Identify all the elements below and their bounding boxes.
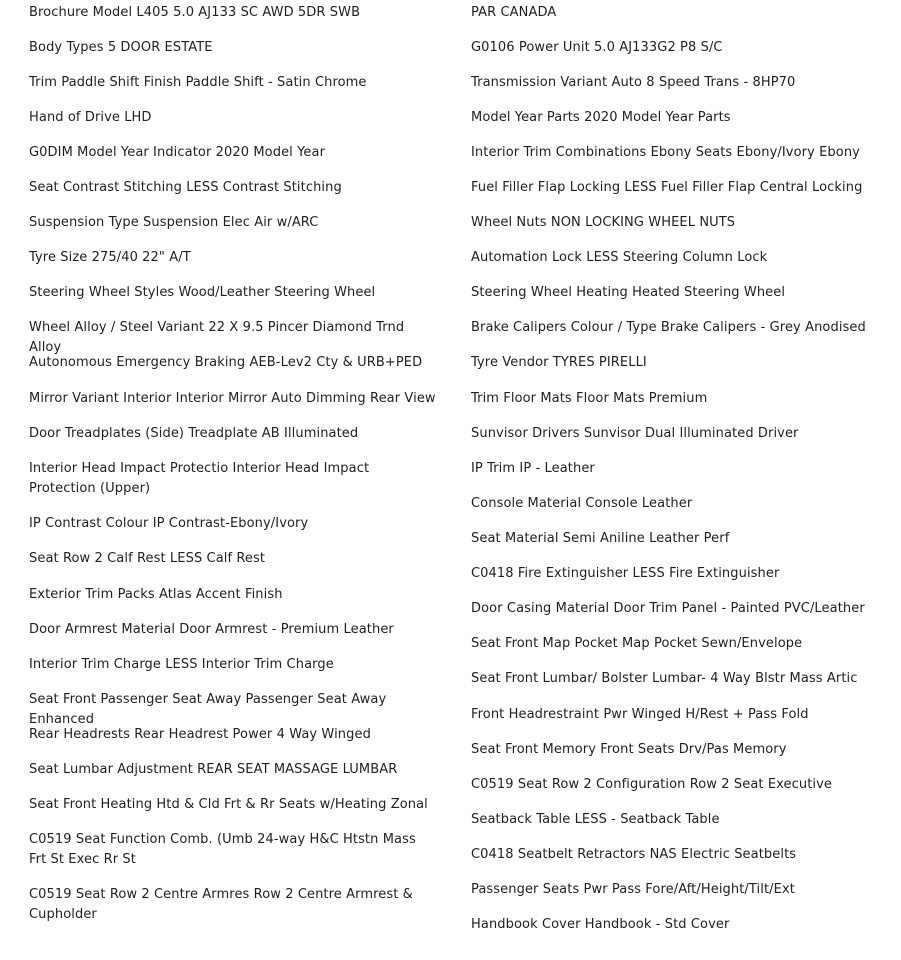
spec-list-item — [29, 37, 437, 58]
spec-list-item — [29, 212, 437, 233]
spec-item-text: Sunvisor Drivers Sunvisor Dual Illuminated Driver — [471, 426, 799, 441]
spec-list-item — [29, 282, 437, 303]
spec-list-item — [29, 352, 437, 373]
spec-item-text: Steering Wheel Styles Wood/Leather Steering Wheel — [29, 285, 376, 300]
spec-item-text: Handbook Cover Handbook - Std Cover — [471, 917, 730, 932]
spec-item-text: C0519 Seat Function Comb. (Umb 24-way H&C Htstn Mass Frt St Exec Rr St — [29, 832, 416, 867]
spec-item-text: Console Material Console Leather — [471, 496, 693, 511]
spec-item-text: PAR CANADA — [471, 5, 557, 20]
spec-list-item — [471, 247, 891, 268]
spec-list-item — [471, 739, 891, 760]
spec-list-item — [471, 142, 891, 163]
spec-list-item — [29, 794, 437, 815]
spec-list-item — [29, 829, 437, 870]
spec-list-item — [29, 584, 437, 605]
spec-item-text: Seat Row 2 Calf Rest LESS Calf Rest — [29, 551, 266, 566]
spec-list-item — [29, 107, 437, 128]
spec-item-text: Seatback Table LESS - Seatback Table — [471, 812, 720, 827]
spec-item-text: Front Headrestraint Pwr Winged H/Rest + Pass Fold — [471, 707, 809, 722]
spec-item-text: Door Armrest Material Door Armrest - Premium Leather — [29, 622, 394, 637]
spec-list-item — [471, 668, 891, 689]
spec-list-item — [471, 774, 891, 795]
spec-list-item — [471, 914, 891, 935]
spec-item-text: Interior Trim Charge LESS Interior Trim Charge — [29, 657, 334, 672]
spec-list-item — [29, 177, 437, 198]
spec-item-text: C0418 Seatbelt Retractors NAS Electric Seatbelts — [471, 847, 797, 862]
spec-item-text: Seat Contrast Stitching LESS Contrast Stitching — [29, 180, 342, 195]
spec-item-text: C0519 Seat Row 2 Configuration Row 2 Seat Executive — [471, 777, 833, 792]
spec-list-item — [471, 317, 891, 338]
spec-list-item — [471, 72, 891, 93]
spec-list-item — [471, 528, 891, 549]
spec-item-text: Seat Front Passenger Seat Away Passenger Seat Away Enhanced — [29, 692, 387, 727]
spec-item-text: Brochure Model L405 5.0 AJ133 SC AWD 5DR SWB — [29, 5, 361, 20]
spec-item-text: Seat Front Heating Htd & Cld Frt & Rr Seats w/Heating Zonal — [29, 797, 428, 812]
spec-item-text: Seat Material Semi Aniline Leather Perf — [471, 531, 730, 546]
spec-list-item — [471, 37, 891, 58]
spec-item-text: Interior Head Impact Protectio Interior Head Impact Protection (Upper) — [29, 461, 370, 496]
spec-list-item — [471, 107, 891, 128]
spec-item-text: Model Year Parts 2020 Model Year Parts — [471, 110, 731, 125]
spec-list-item — [471, 423, 891, 444]
spec-item-text: Trim Paddle Shift Finish Paddle Shift - Satin Chrome — [29, 75, 367, 90]
spec-list-item — [29, 72, 437, 93]
spec-list-item — [471, 493, 891, 514]
spec-list-item — [471, 633, 891, 654]
spec-item-text: Interior Trim Combinations Ebony Seats Ebony/Ivory Ebony — [471, 145, 860, 160]
spec-list-item — [29, 142, 437, 163]
spec-item-text: G0DIM Model Year Indicator 2020 Model Year — [29, 145, 326, 160]
spec-list-item — [29, 724, 437, 745]
spec-item-text: IP Contrast Colour IP Contrast-Ebony/Ivory — [29, 516, 309, 531]
spec-list-item — [471, 458, 891, 479]
spec-item-text: Rear Headrests Rear Headrest Power 4 Way Winged — [29, 727, 371, 742]
spec-item-text: G0106 Power Unit 5.0 AJ133G2 P8 S/C — [471, 40, 723, 55]
spec-list-item — [29, 458, 437, 499]
spec-list-item — [29, 759, 437, 780]
spec-list-item — [471, 388, 891, 409]
spec-list-item — [29, 388, 437, 409]
spec-item-text: Transmission Variant Auto 8 Speed Trans - 8HP70 — [471, 75, 796, 90]
spec-item-text: C0418 Fire Extinguisher LESS Fire Extinguisher — [471, 566, 780, 581]
spec-list-item — [471, 177, 891, 198]
spec-list-item — [471, 704, 891, 725]
spec-item-text: Seat Front Lumbar/ Bolster Lumbar- 4 Way Blstr Mass Artic — [471, 671, 858, 686]
spec-list-item — [29, 247, 437, 268]
spec-item-text: Mirror Variant Interior Interior Mirror Auto Dimming Rear View — [29, 391, 436, 406]
spec-list-item — [29, 513, 437, 534]
spec-item-text: IP Trim IP - Leather — [471, 461, 595, 476]
spec-list-item — [29, 619, 437, 640]
spec-item-text: Passenger Seats Pwr Pass Fore/Aft/Height/Tilt/Ext — [471, 882, 795, 897]
spec-list-item — [29, 423, 437, 444]
spec-list-item — [471, 879, 891, 900]
spec-list-item — [29, 884, 437, 925]
spec-item-text: Exterior Trim Packs Atlas Accent Finish — [29, 587, 283, 602]
spec-list-item — [29, 2, 437, 23]
spec-item-text: C0519 Seat Row 2 Centre Armres Row 2 Centre Armrest & Cupholder — [29, 887, 413, 922]
spec-item-text: Brake Calipers Colour / Type Brake Calipers - Grey Anodised — [471, 320, 866, 335]
spec-item-text: Hand of Drive LHD — [29, 110, 152, 125]
spec-item-text: Door Treadplates (Side) Treadplate AB Illuminated — [29, 426, 359, 441]
spec-item-text: Wheel Nuts NON LOCKING WHEEL NUTS — [471, 215, 736, 230]
spec-item-text: Door Casing Material Door Trim Panel - Painted PVC/Leather — [471, 601, 865, 616]
spec-item-text: Automation Lock LESS Steering Column Lock — [471, 250, 768, 265]
spec-list-item — [471, 2, 891, 23]
spec-list-item — [471, 563, 891, 584]
spec-list-item — [471, 844, 891, 865]
spec-item-text: Steering Wheel Heating Heated Steering Wheel — [471, 285, 786, 300]
spec-item-text: Wheel Alloy / Steel Variant 22 X 9.5 Pincer Diamond Trnd Alloy — [29, 320, 405, 355]
spec-item-text: Tyre Size 275/40 22" A/T — [29, 250, 191, 265]
spec-item-text: Seat Lumbar Adjustment REAR SEAT MASSAGE LUMBAR — [29, 762, 398, 777]
spec-item-text: Body Types 5 DOOR ESTATE — [29, 40, 213, 55]
spec-item-text: Trim Floor Mats Floor Mats Premium — [471, 391, 708, 406]
spec-list-item — [29, 654, 437, 675]
spec-item-text: Seat Front Memory Front Seats Drv/Pas Memory — [471, 742, 787, 757]
spec-item-text: Autonomous Emergency Braking AEB-Lev2 Cty & URB+PED — [29, 355, 423, 370]
spec-item-text: Seat Front Map Pocket Map Pocket Sewn/Envelope — [471, 636, 803, 651]
spec-list-item — [471, 212, 891, 233]
spec-list-item — [471, 352, 891, 373]
spec-list-item — [471, 598, 891, 619]
spec-list-item — [471, 282, 891, 303]
spec-item-text: Fuel Filler Flap Locking LESS Fuel Filler Flap Central Locking — [471, 180, 863, 195]
spec-item-text: Suspension Type Suspension Elec Air w/ARC — [29, 215, 319, 230]
spec-list-item — [471, 809, 891, 830]
spec-item-text: Tyre Vendor TYRES PIRELLI — [471, 355, 647, 370]
spec-list-item — [29, 548, 437, 569]
